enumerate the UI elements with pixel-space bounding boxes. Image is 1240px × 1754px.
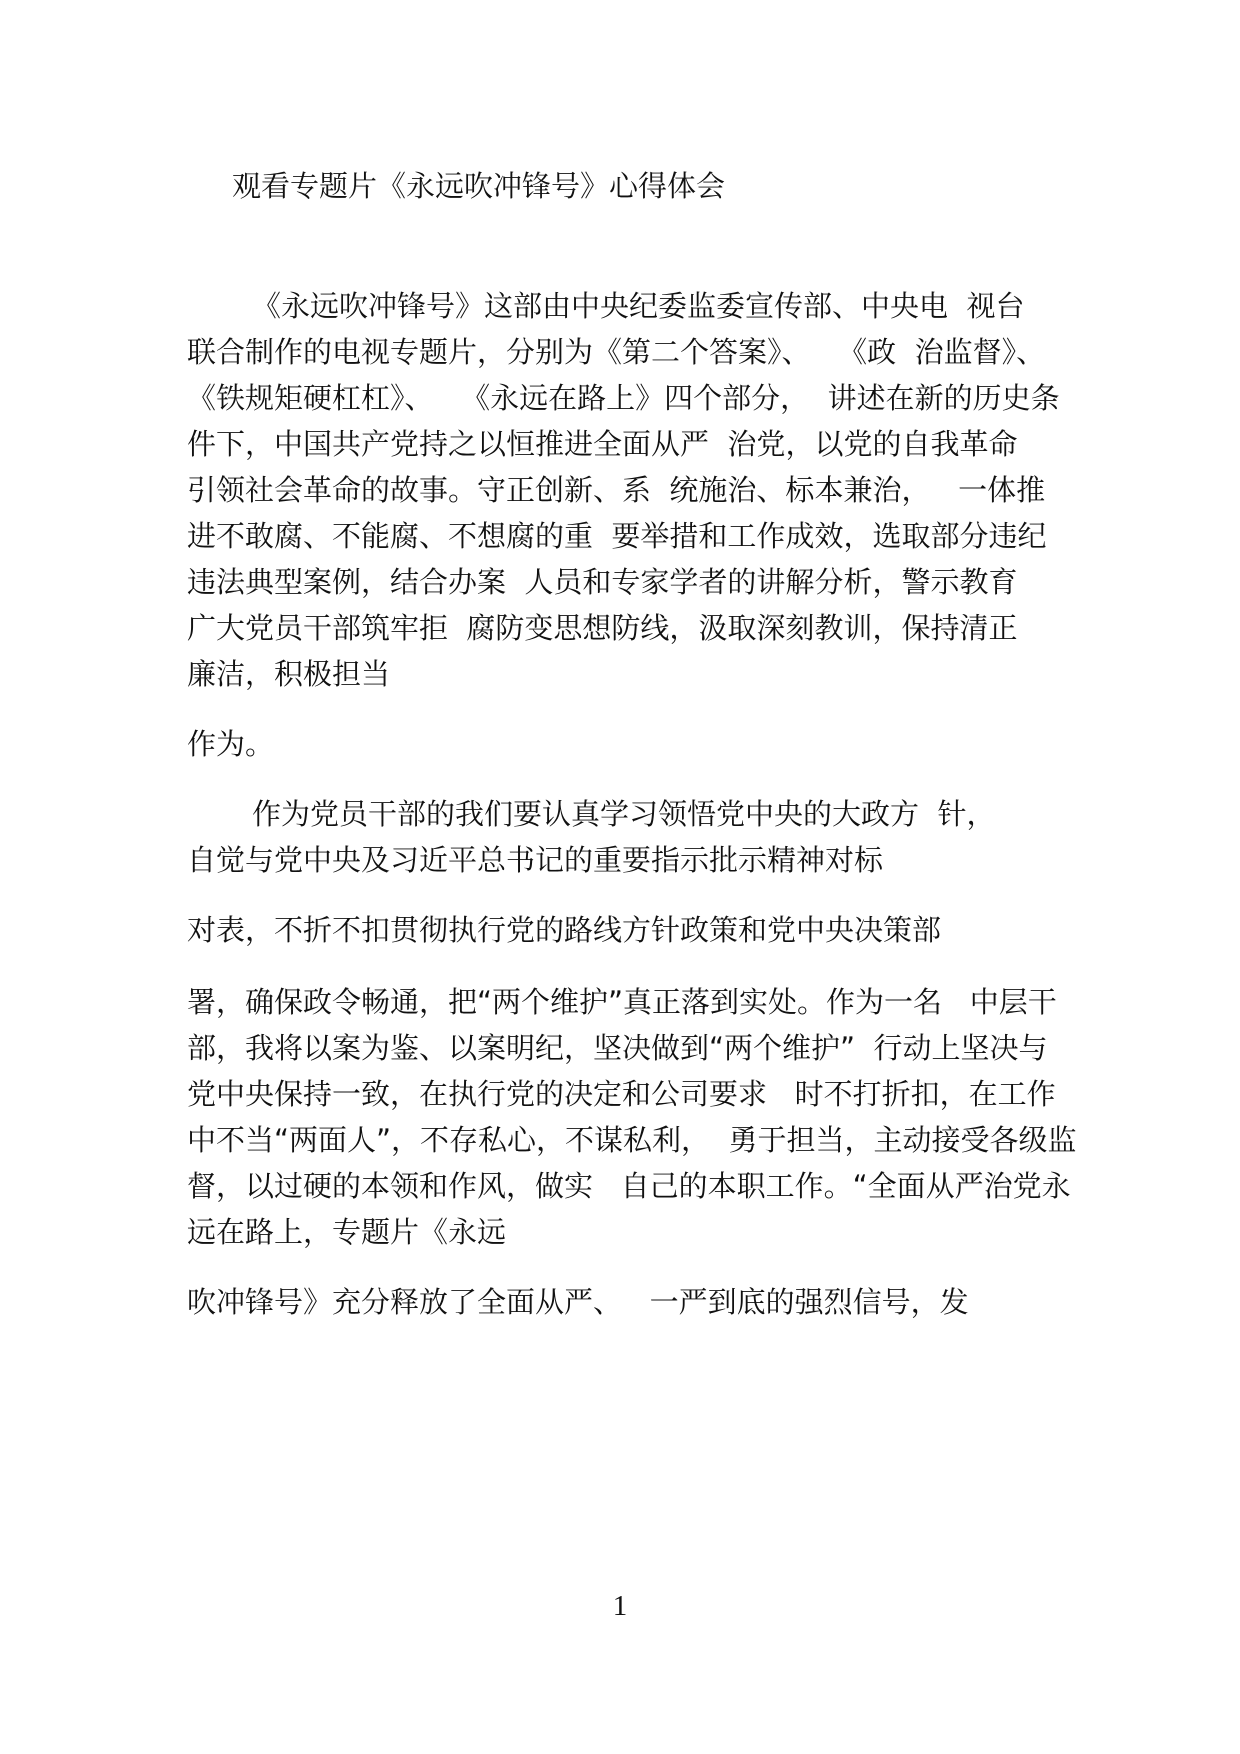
- paragraph-line: 党中央保持一致，在执行党的决定和公司要求 时不打折扣，在工作: [187, 1077, 1056, 1111]
- paragraph-line: 吹冲锋号》充分释放了全面从严、 一严到底的强烈信号，发: [187, 1285, 969, 1319]
- paragraph-line: 联合制作的电视专题片，分别为《第二个答案》、 《政 治监督》、: [187, 335, 1046, 369]
- paragraph-line: 《永远吹冲锋号》这部由中央纪委监委宣传部、中央电 视台: [252, 289, 1025, 323]
- paragraph-line: 作为。: [187, 727, 275, 761]
- paragraph-line: 引领社会革命的故事。守正创新、系 统施治、标本兼治， 一体推: [187, 473, 1046, 507]
- paragraph-line: 件下，中国共产党持之以恒推进全面从严 治党，以党的自我革命: [187, 427, 1018, 461]
- paragraph-line: 中不当“两面人”，不存私心，不谋私利， 勇于担当，主动接受各级监: [187, 1123, 1077, 1157]
- paragraph-line: 署，确保政令畅通，把“两个维护”真正落到实处。作为一名 中层干: [187, 985, 1057, 1019]
- paragraph-line: 督，以过硬的本领和作风，做实 自己的本职工作。“全面从严治党永: [187, 1169, 1071, 1203]
- paragraph-line: 广大党员干部筑牢拒 腐防变思想防线，汲取深刻教训，保持清正: [187, 611, 1018, 645]
- paragraph-line: 自觉与党中央及习近平总书记的重要指示批示精神对标: [187, 843, 884, 877]
- paragraph-line: 对表，不折不扣贯彻执行党的路线方针政策和党中央决策部: [187, 913, 942, 947]
- paragraph-line: 作为党员干部的我们要认真学习领悟党中央的大政方 针，: [252, 797, 996, 831]
- paragraph-line: 《铁规矩硬杠杠》、 《永远在路上》四个部分， 讲述在新的历史条: [187, 381, 1060, 415]
- paragraph-line: 违法典型案例，结合办案 人员和专家学者的讲解分析，警示教育: [187, 565, 1018, 599]
- document-title: 观看专题片《永远吹冲锋号》心得体会: [232, 169, 726, 203]
- paragraph-line: 部，我将以案为鉴、以案明纪，坚决做到“两个维护” 行动上坚决与: [187, 1031, 1048, 1065]
- page-number: 1: [612, 1590, 628, 1622]
- paragraph-line: 廉洁，积极担当: [187, 657, 391, 691]
- paragraph-line: 进不敢腐、不能腐、不想腐的重 要举措和工作成效，选取部分违纪: [187, 519, 1047, 553]
- paragraph-line: 远在路上，专题片《永远: [187, 1215, 507, 1249]
